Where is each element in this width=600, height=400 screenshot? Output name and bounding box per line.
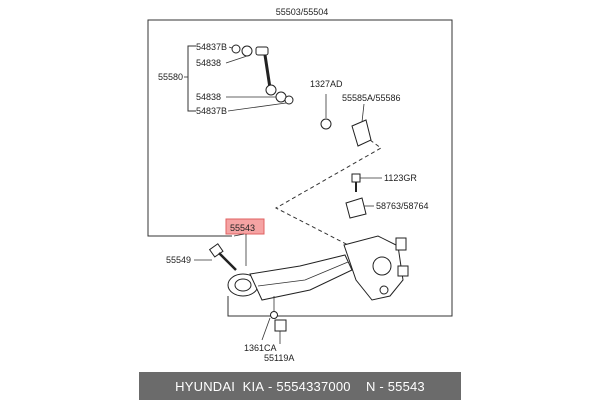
label-nut-top: 54837B (196, 42, 228, 52)
footer-part-number: 5554337000 (276, 378, 351, 394)
label-bracket-mid: 58763/58764 (376, 201, 429, 211)
bracket-upper-part (352, 120, 371, 146)
link-ball (266, 85, 276, 95)
label-link-assy: 55580 (158, 72, 184, 82)
link-rod (256, 47, 268, 55)
label-bolt-upper: 1327AD (310, 79, 343, 89)
label-bracket-upper: 55585A/55586 (342, 93, 401, 103)
washer-top-part (242, 46, 252, 56)
footer-brand: HYUNDAI KIA (175, 378, 265, 394)
washer-low-part (271, 312, 278, 319)
link-stem (265, 55, 270, 88)
trailing-arm (250, 255, 352, 300)
link-bracket (188, 46, 196, 111)
bolt-left-shaft (219, 253, 236, 270)
nut-low-part (275, 320, 286, 331)
label-highlight-part: 55543 (230, 223, 256, 233)
label-bolt-left: 55549 (166, 255, 192, 265)
nut-bottom-part (285, 96, 293, 104)
label-bolt-mid: 1123GR (384, 173, 417, 183)
nut-top-part (232, 45, 240, 53)
label-washer-bottom: 54838 (196, 92, 222, 102)
label-nut-low: 55119A (264, 353, 295, 363)
bracket-mid-part (346, 198, 366, 218)
label-washer-top: 54838 (196, 58, 222, 68)
label-nut-bottom: 54837B (196, 106, 228, 116)
bolt-mid-part (352, 174, 360, 182)
footer-sep2: N - (350, 378, 388, 394)
footer-sep1: - (264, 378, 277, 394)
footer-ref: 55543 (387, 378, 425, 394)
label-assembly: 55503/55504 (275, 7, 329, 17)
bolt-upper-part (321, 119, 331, 129)
footer-bar (139, 372, 461, 400)
washer-bottom-part (276, 92, 286, 102)
hub-stud (398, 266, 408, 276)
label-washer-low: 1361CA (244, 343, 277, 353)
